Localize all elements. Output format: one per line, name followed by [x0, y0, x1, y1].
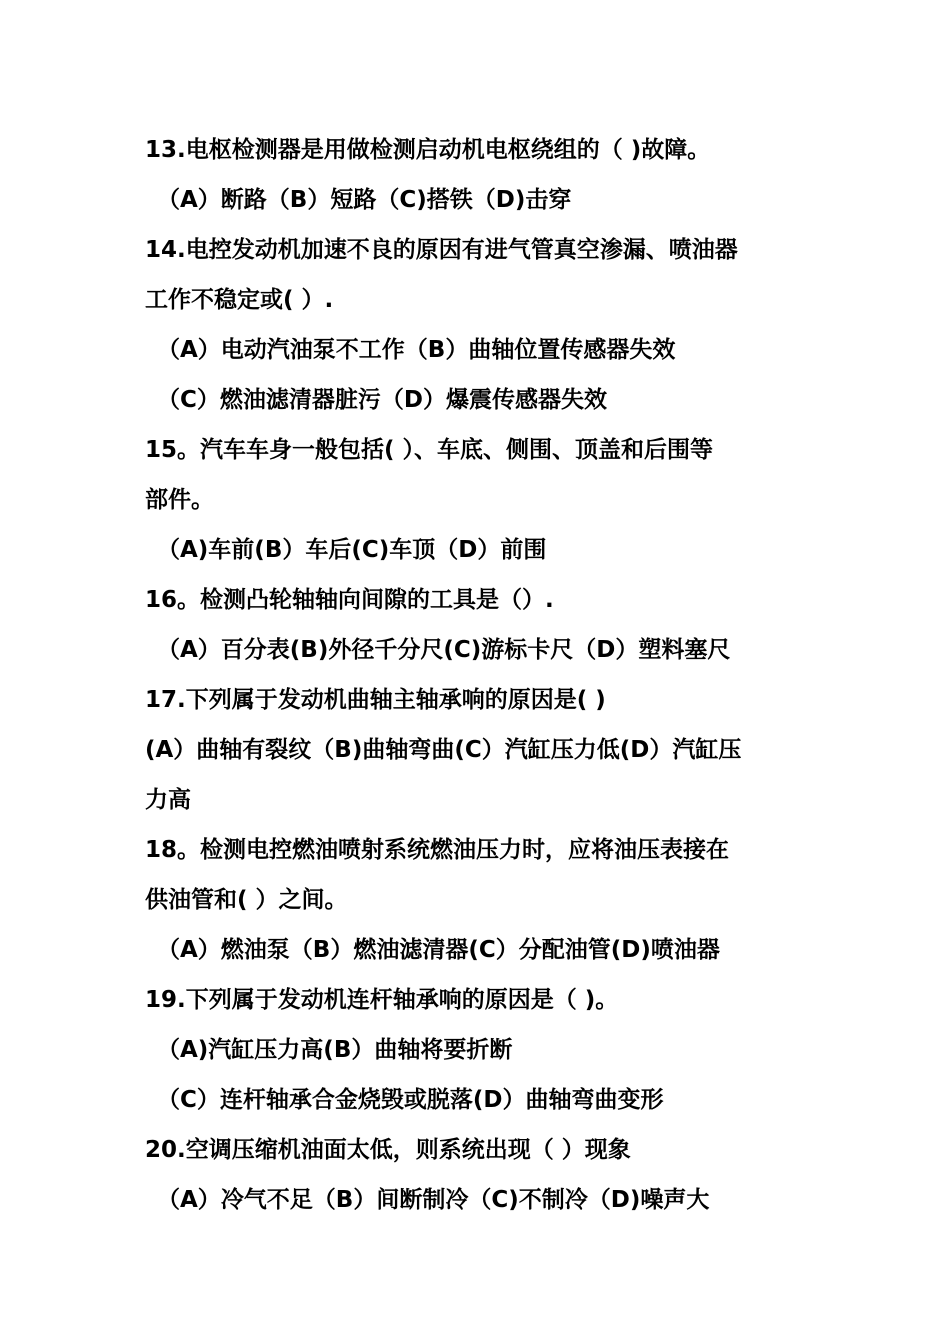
question-19-stem: 19.下列属于发动机连杆轴承响的原因是（ )。	[145, 987, 619, 1013]
question-20-options: （A）冷气不足（B）间断制冷（C)不制冷（D)噪声大	[157, 1187, 710, 1213]
question-20-stem: 20.空调压缩机油面太低，则系统出现（ ）现象	[145, 1137, 631, 1163]
question-19-options-line-2: （C）连杆轴承合金烧毁或脱落(D）曲轴弯曲变形	[157, 1087, 664, 1113]
question-15-stem-line-2: 部件。	[145, 487, 214, 513]
question-14-stem-line-2: 工作不稳定或( ）.	[145, 287, 334, 313]
question-16-stem: 16。检测凸轮轴轴向间隙的工具是（）.	[145, 587, 554, 613]
question-17-options-line-2: 力高	[145, 787, 191, 813]
question-14-stem-line-1: 14.电控发动机加速不良的原因有进气管真空渗漏、喷油器	[145, 237, 738, 263]
question-16-options: （A）百分表(B)外径千分尺(C)游标卡尺（D）塑料塞尺	[157, 637, 731, 663]
question-15-stem-line-1: 15。汽车车身一般包括( ）、车底、侧围、顶盖和后围等	[145, 437, 714, 463]
question-19-options-line-1: （A)汽缸压力高(B）曲轴将要折断	[157, 1037, 513, 1063]
question-18-stem-line-2: 供油管和( ）之间。	[145, 887, 348, 913]
question-18-options: （A）燃油泵（B）燃油滤清器(C）分配油管(D)喷油器	[157, 937, 720, 963]
question-13-options: （A）断路（B）短路（C)搭铁（D)击穿	[157, 187, 572, 213]
question-14-options-line-2: （C）燃油滤清器脏污（D）爆震传感器失效	[157, 387, 607, 413]
question-13-stem: 13.电枢检测器是用做检测启动机电枢绕组的（ )故障。	[145, 137, 711, 163]
question-15-options: （A)车前(B）车后(C)车顶（D）前围	[157, 537, 547, 563]
question-list	[145, 125, 810, 1225]
question-18-stem-line-1: 18。检测电控燃油喷射系统燃油压力时，应将油压表接在	[145, 837, 730, 863]
question-14-options-line-1: （A）电动汽油泵不工作（B）曲轴位置传感器失效	[157, 337, 676, 363]
question-17-stem: 17.下列属于发动机曲轴主轴承响的原因是( )	[145, 687, 606, 713]
question-17-options-line-1: (A）曲轴有裂纹（B)曲轴弯曲(C）汽缸压力低(D）汽缸压	[145, 737, 742, 763]
